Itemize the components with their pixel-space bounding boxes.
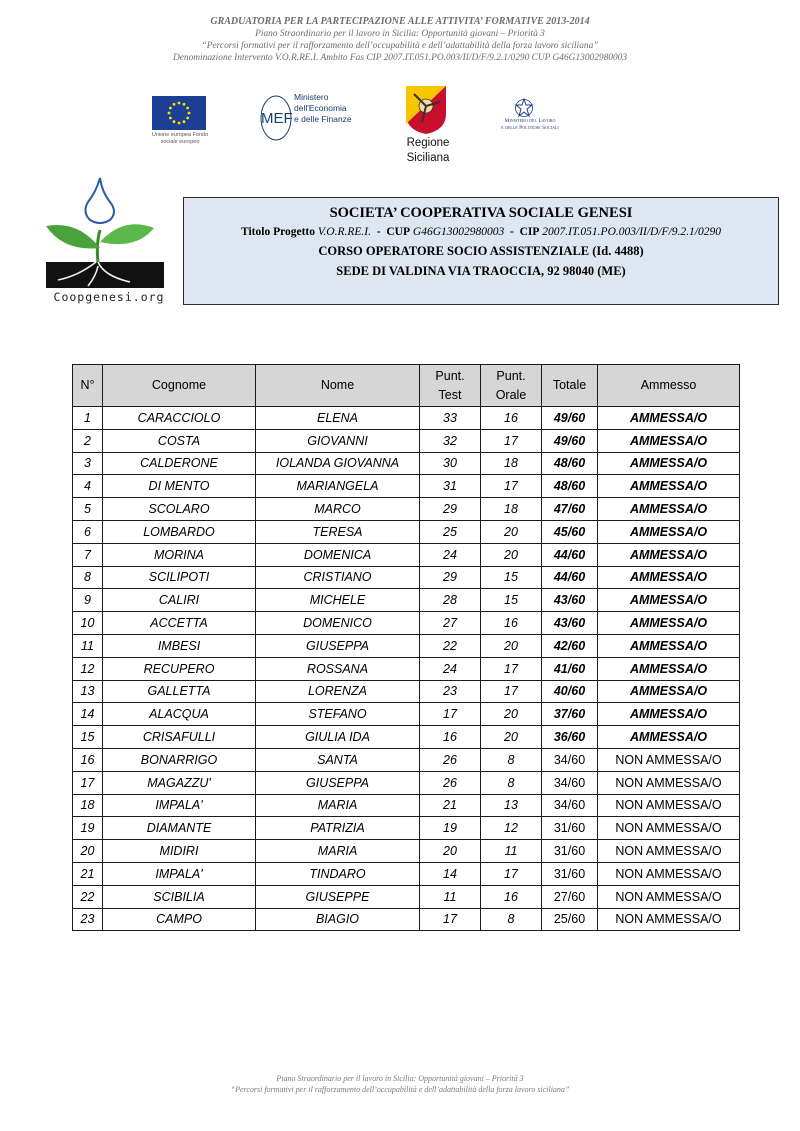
cell-cognome: GALLETTA [103, 680, 256, 703]
cell-orale: 17 [481, 475, 542, 498]
cell-ammesso: AMMESSA/O [598, 520, 740, 543]
cell-orale: 18 [481, 498, 542, 521]
cell-totale: 49/60 [542, 407, 598, 430]
table-row [73, 566, 740, 589]
cell-orale: 16 [481, 407, 542, 430]
cell-nome: BIAGIO [256, 908, 420, 931]
test-header-line-1: Punt. [435, 368, 465, 383]
cell-totale: 44/60 [542, 566, 598, 589]
cell-n: 14 [73, 703, 103, 726]
cell-n: 4 [73, 475, 103, 498]
table-row [73, 634, 740, 657]
table-row [73, 520, 740, 543]
cell-orale: 13 [481, 794, 542, 817]
ranking-table [72, 364, 740, 931]
cell-n: 13 [73, 680, 103, 703]
cell-cognome: SCILIPOTI [103, 566, 256, 589]
progetto-value: V.O.R.RE.I. [317, 226, 372, 238]
mef-line-1: Ministero [294, 92, 329, 102]
cell-cognome: DI MENTO [103, 475, 256, 498]
cell-totale: 36/60 [542, 726, 598, 749]
cell-cognome: CAMPO [103, 908, 256, 931]
cell-cognome: LOMBARDO [103, 520, 256, 543]
footer-line-1: Piano Straordinario per il lavoro in Sicilia: Opportunità giovani – Priorità 3 [276, 1074, 524, 1083]
cell-totale: 44/60 [542, 543, 598, 566]
page-footer [0, 1074, 800, 1095]
cell-nome: CRISTIANO [256, 566, 420, 589]
header-line-2: Piano Straordinario per il lavoro in Sicilia: Opportunità giovani – Priorità 3 [255, 29, 545, 39]
cell-orale: 12 [481, 817, 542, 840]
table-row [73, 589, 740, 612]
cell-n: 11 [73, 634, 103, 657]
eu-flag-icon [152, 96, 206, 130]
cell-ammesso: AMMESSA/O [598, 498, 740, 521]
cell-n: 22 [73, 885, 103, 908]
cell-test: 32 [420, 429, 481, 452]
table-row [73, 452, 740, 475]
cell-orale: 20 [481, 726, 542, 749]
cell-totale: 37/60 [542, 703, 598, 726]
cell-nome: GIUSEPPE [256, 885, 420, 908]
table-row [73, 543, 740, 566]
cell-n: 9 [73, 589, 103, 612]
cell-orale: 15 [481, 566, 542, 589]
cell-nome: ELENA [256, 407, 420, 430]
page-header [0, 16, 800, 64]
cell-cognome: COSTA [103, 429, 256, 452]
project-info-box [183, 197, 779, 305]
cell-totale: 45/60 [542, 520, 598, 543]
cell-totale: 42/60 [542, 634, 598, 657]
cell-nome: GIUSEPPA [256, 634, 420, 657]
cell-totale: 31/60 [542, 817, 598, 840]
cell-nome: MARCO [256, 498, 420, 521]
ministero-text [500, 118, 560, 132]
cell-nome: GIUSEPPA [256, 771, 420, 794]
cell-orale: 20 [481, 520, 542, 543]
cell-totale: 31/60 [542, 840, 598, 863]
dash-2: - [510, 226, 514, 238]
cell-test: 17 [420, 908, 481, 931]
plant-drop-logo-icon [38, 176, 180, 304]
cell-orale: 20 [481, 543, 542, 566]
cell-ammesso: NON AMMESSA/O [598, 771, 740, 794]
cell-nome: SANTA [256, 748, 420, 771]
table-row [73, 817, 740, 840]
cell-n: 6 [73, 520, 103, 543]
cell-test: 24 [420, 657, 481, 680]
cell-n: 5 [73, 498, 103, 521]
col-header-n: N° [73, 365, 103, 407]
cell-test: 25 [420, 520, 481, 543]
cell-n: 3 [73, 452, 103, 475]
cell-n: 23 [73, 908, 103, 931]
table-row [73, 657, 740, 680]
cell-cognome: RECUPERO [103, 657, 256, 680]
table-row [73, 498, 740, 521]
mef-line-2: dell'Economia [294, 103, 347, 113]
cell-test: 23 [420, 680, 481, 703]
cell-orale: 8 [481, 748, 542, 771]
cell-nome: STEFANO [256, 703, 420, 726]
cell-test: 19 [420, 817, 481, 840]
mef-text [294, 92, 352, 125]
regione-line-2: Siciliana [406, 152, 450, 164]
cell-nome: DOMENICA [256, 543, 420, 566]
cup-label: CUP [386, 226, 411, 238]
progetto-label: Titolo Progetto [241, 226, 316, 238]
cell-cognome: MORINA [103, 543, 256, 566]
col-header-nome: Nome [256, 365, 420, 407]
course-location: SEDE DI VALDINA VIA TRAOCCIA, 92 98040 (ME) [336, 264, 626, 278]
cell-cognome: DIAMANTE [103, 817, 256, 840]
cell-nome: GIULIA IDA [256, 726, 420, 749]
cell-orale: 20 [481, 703, 542, 726]
cell-nome: TERESA [256, 520, 420, 543]
cell-n: 7 [73, 543, 103, 566]
cell-ammesso: AMMESSA/O [598, 566, 740, 589]
cell-test: 28 [420, 589, 481, 612]
table-body [73, 407, 740, 931]
cell-totale: 48/60 [542, 452, 598, 475]
col-header-test [420, 365, 481, 407]
cell-n: 18 [73, 794, 103, 817]
cell-cognome: ALACQUA [103, 703, 256, 726]
cell-ammesso: AMMESSA/O [598, 680, 740, 703]
cell-totale: 34/60 [542, 771, 598, 794]
cooperative-title: SOCIETA’ COOPERATIVA SOCIALE GENESI [329, 205, 633, 221]
cell-totale: 25/60 [542, 908, 598, 931]
cell-orale: 11 [481, 840, 542, 863]
table-row [73, 726, 740, 749]
cell-nome: MARIA [256, 840, 420, 863]
cell-orale: 15 [481, 589, 542, 612]
table-row [73, 612, 740, 635]
cell-cognome: ACCETTA [103, 612, 256, 635]
cell-ammesso: NON AMMESSA/O [598, 817, 740, 840]
table-row [73, 908, 740, 931]
cell-ammesso: AMMESSA/O [598, 475, 740, 498]
cell-nome: MICHELE [256, 589, 420, 612]
cell-test: 33 [420, 407, 481, 430]
cell-test: 11 [420, 885, 481, 908]
cell-cognome: SCOLARO [103, 498, 256, 521]
cell-ammesso: NON AMMESSA/O [598, 862, 740, 885]
table-header-row [73, 365, 740, 407]
test-header-line-2: Test [438, 387, 462, 402]
cell-n: 10 [73, 612, 103, 635]
cell-ammesso: NON AMMESSA/O [598, 885, 740, 908]
cell-totale: 43/60 [542, 589, 598, 612]
cell-cognome: BONARRIGO [103, 748, 256, 771]
cell-totale: 27/60 [542, 885, 598, 908]
cell-n: 12 [73, 657, 103, 680]
col-header-orale [481, 365, 542, 407]
cell-totale: 31/60 [542, 862, 598, 885]
cell-ammesso: NON AMMESSA/O [598, 748, 740, 771]
cell-n: 19 [73, 817, 103, 840]
cell-totale: 34/60 [542, 794, 598, 817]
cip-value: 2007.IT.051.PO.003/II/D/F/9.2.1/0290 [542, 226, 721, 238]
cell-n: 20 [73, 840, 103, 863]
cell-orale: 17 [481, 680, 542, 703]
cell-totale: 49/60 [542, 429, 598, 452]
header-title: GRADUATORIA PER LA PARTECIPAZIONE ALLE ATTIVITA’ FORMATIVE 2013-2014 [210, 16, 590, 27]
cell-test: 22 [420, 634, 481, 657]
table-row [73, 475, 740, 498]
logos-row [0, 84, 800, 174]
cell-ammesso: NON AMMESSA/O [598, 908, 740, 931]
orale-header-line-1: Punt. [496, 368, 526, 383]
cell-orale: 8 [481, 771, 542, 794]
cell-test: 17 [420, 703, 481, 726]
cell-ammesso: AMMESSA/O [598, 612, 740, 635]
footer-line-2: “Percorsi formativi per il rafforzamento dell’occupabilità e dell’adattabilità della forza lavoro siciliana” [230, 1084, 570, 1094]
cell-test: 27 [420, 612, 481, 635]
cell-test: 16 [420, 726, 481, 749]
cell-totale: 48/60 [542, 475, 598, 498]
table-row [73, 429, 740, 452]
course-name: CORSO OPERATORE SOCIO ASSISTENZIALE (Id. 4488) [318, 244, 644, 258]
col-header-cognome: Cognome [103, 365, 256, 407]
cell-cognome: CALIRI [103, 589, 256, 612]
cip-label: CIP [519, 226, 540, 238]
cell-ammesso: NON AMMESSA/O [598, 840, 740, 863]
table-row [73, 771, 740, 794]
header-line-3: “Percorsi formativi per il rafforzamento dell’occupabilità e dell’adattabilità della forza lavoro siciliana” [201, 41, 599, 51]
cell-totale: 47/60 [542, 498, 598, 521]
cell-test: 31 [420, 475, 481, 498]
project-codes [184, 223, 778, 241]
table-row [73, 794, 740, 817]
cell-cognome: IMBESI [103, 634, 256, 657]
table-row [73, 885, 740, 908]
italian-emblem-icon [514, 98, 534, 120]
ranking-table-wrapper [72, 364, 740, 931]
cell-test: 26 [420, 771, 481, 794]
cell-totale: 34/60 [542, 748, 598, 771]
cell-orale: 17 [481, 657, 542, 680]
cell-nome: GIOVANNI [256, 429, 420, 452]
col-header-ammesso: Ammesso [598, 365, 740, 407]
cell-cognome: SCIBILIA [103, 885, 256, 908]
cell-orale: 16 [481, 612, 542, 635]
cell-cognome: IMPALA' [103, 794, 256, 817]
cell-nome: DOMENICO [256, 612, 420, 635]
cell-ammesso: AMMESSA/O [598, 634, 740, 657]
cell-test: 29 [420, 566, 481, 589]
dash-1: - [376, 226, 381, 238]
eu-caption: Unione europea Fondo sociale europeo [151, 132, 209, 145]
cell-ammesso: AMMESSA/O [598, 726, 740, 749]
cell-test: 24 [420, 543, 481, 566]
cell-n: 17 [73, 771, 103, 794]
table-row [73, 703, 740, 726]
cell-orale: 8 [481, 908, 542, 931]
cell-cognome: CARACCIOLO [103, 407, 256, 430]
cell-nome: IOLANDA GIOVANNA [256, 452, 420, 475]
cell-test: 14 [420, 862, 481, 885]
cell-orale: 17 [481, 429, 542, 452]
cell-nome: PATRIZIA [256, 817, 420, 840]
cell-orale: 20 [481, 634, 542, 657]
svg-text:MEF: MEF [261, 110, 293, 127]
cup-value: G46G13002980003 [412, 226, 505, 238]
regione-caption [390, 136, 466, 166]
cell-test: 20 [420, 840, 481, 863]
cell-test: 29 [420, 498, 481, 521]
mef-line-3: e delle Finanze [294, 114, 352, 124]
cell-totale: 40/60 [542, 680, 598, 703]
cell-nome: MARIA [256, 794, 420, 817]
cell-n: 8 [73, 566, 103, 589]
cell-n: 16 [73, 748, 103, 771]
sicily-trinacria-icon [404, 84, 448, 136]
cell-cognome: MIDIRI [103, 840, 256, 863]
cell-cognome: IMPALA' [103, 862, 256, 885]
cell-ammesso: AMMESSA/O [598, 452, 740, 475]
cell-n: 2 [73, 429, 103, 452]
col-header-totale: Totale [542, 365, 598, 407]
table-row [73, 840, 740, 863]
cell-ammesso: AMMESSA/O [598, 407, 740, 430]
header-line-4: Denominazione Intervento V.O.R.RE.I. Ambito Fas CIP 2007.IT.051.PO.003/II/D/F/9.2.1/0290 CUP G46G13002980003 [172, 53, 628, 63]
cell-test: 30 [420, 452, 481, 475]
cell-orale: 17 [481, 862, 542, 885]
regione-line-1: Regione [406, 137, 450, 149]
cell-test: 21 [420, 794, 481, 817]
cell-n: 15 [73, 726, 103, 749]
cell-ammesso: AMMESSA/O [598, 657, 740, 680]
cell-ammesso: AMMESSA/O [598, 703, 740, 726]
cell-cognome: MAGAZZU' [103, 771, 256, 794]
cell-nome: TINDARO [256, 862, 420, 885]
cell-totale: 41/60 [542, 657, 598, 680]
cell-ammesso: AMMESSA/O [598, 543, 740, 566]
cell-ammesso: AMMESSA/O [598, 589, 740, 612]
cell-orale: 18 [481, 452, 542, 475]
cell-nome: LORENZA [256, 680, 420, 703]
cell-orale: 16 [481, 885, 542, 908]
cell-n: 1 [73, 407, 103, 430]
table-row [73, 680, 740, 703]
cell-nome: ROSSANA [256, 657, 420, 680]
cell-cognome: CRISAFULLI [103, 726, 256, 749]
cell-n: 21 [73, 862, 103, 885]
cell-totale: 43/60 [542, 612, 598, 635]
cell-ammesso: AMMESSA/O [598, 429, 740, 452]
cell-nome: MARIANGELA [256, 475, 420, 498]
ministero-line-2: e delle Politiche Sociali [501, 125, 559, 131]
orale-header-line-2: Orale [495, 387, 527, 402]
table-row [73, 407, 740, 430]
table-row [73, 862, 740, 885]
table-row [73, 748, 740, 771]
cell-cognome: CALDERONE [103, 452, 256, 475]
cell-test: 26 [420, 748, 481, 771]
coop-url: Coopgenesi.org [53, 290, 165, 304]
ministero-line-1: Ministero del Lavoro [504, 118, 556, 124]
cell-ammesso: NON AMMESSA/O [598, 794, 740, 817]
